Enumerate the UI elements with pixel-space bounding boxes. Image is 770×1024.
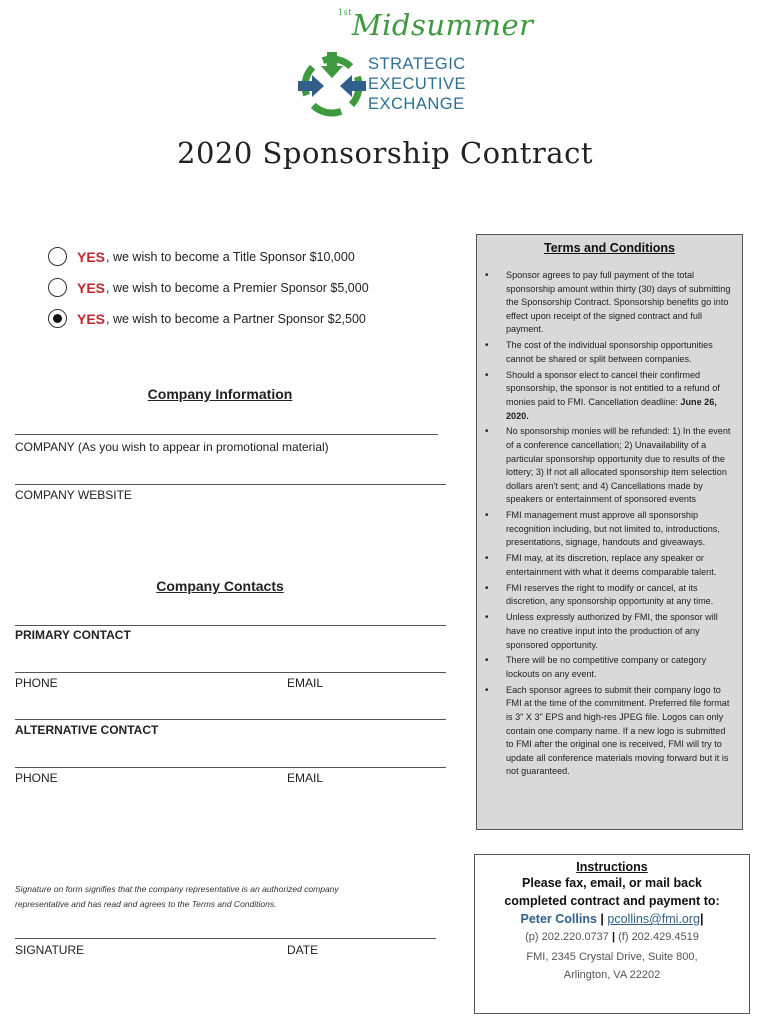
radio-button[interactable]: [48, 278, 67, 297]
address-line-2: Arlington, VA 22202: [563, 969, 661, 981]
logo-script-text: $^{1st}$Midsummer: [338, 8, 534, 42]
terms-box: [476, 234, 743, 830]
sponsor-option-premier[interactable]: YES , we wish to become a Premier Sponsor $5,000: [48, 278, 369, 297]
company-info-heading: Company Information: [147, 386, 293, 402]
option-label: , we wish to become a Premier Sponsor $5,000: [106, 280, 369, 295]
email-label-2: EMAIL: [287, 771, 324, 785]
instructions-heading: Instructions: [576, 860, 648, 874]
sponsor-option-title[interactable]: YES , we wish to become a Title Sponsor $10,000: [48, 247, 355, 266]
terms-item: • FMI management must approve all sponsorship recognition including, but not limited to, introductions, presentations, signage, handouts and giveaways.: [506, 509, 734, 550]
option-label: , we wish to become a Partner Sponsor $2,500: [106, 311, 366, 326]
terms-item: • Each sponsor agrees to submit their company logo to FMI at the time of the commitment. Preferred file format is 3" X 3" EPS and high-res JPEG file. Logos can only contain one company name. If a new logo is submitted to FMI after the original one is received, FMI will try to update all conference materials moving forward but it is not guaranteed.: [506, 684, 734, 779]
terms-item: • Unless expressly authorized by FMI, the sponsor will have no creative input into the production of any sponsored opportunity.: [506, 611, 734, 652]
logo-line-2: EXECUTIVE: [368, 75, 467, 93]
option-label: , we wish to become a Title Sponsor $10,000: [106, 249, 355, 264]
instructions-line-2: completed contract and payment to:: [504, 894, 720, 908]
address-line-1: FMI, 2345 Crystal Drive, Suite 800,: [526, 951, 698, 963]
alternative-contact-label: ALTERNATIVE CONTACT: [15, 723, 159, 737]
email-label: EMAIL: [287, 676, 324, 690]
alternative-phone-email-field[interactable]: [15, 767, 446, 768]
company-website-label: COMPANY WEBSITE: [15, 488, 132, 502]
contact-person: Peter Collins | pcollins@fmi.org|: [520, 912, 704, 926]
primary-phone-email-field[interactable]: [15, 672, 446, 673]
alternative-contact-field[interactable]: [15, 719, 446, 720]
company-website-field[interactable]: [15, 484, 446, 485]
terms-item: • FMI reserves the right to modify or cancel, at its discretion, any sponsorship opportunity at any time.: [506, 582, 734, 609]
terms-item: • There will be no competitive company or category lockouts on any event.: [506, 654, 734, 681]
terms-item: • Sponsor agrees to pay full payment of the total sponsorship amount within thirty (30) days of submitting the Sponsorship Contract. Sponsorship benefits go into effect upon receipt of the signed contract and full payment.: [506, 269, 734, 337]
signature-note: Signature on form signifies that the company representative is an authorized company representative and has read and agrees to the Terms and Conditions.: [15, 884, 339, 909]
logo-line-1: STRATEGIC: [368, 55, 466, 73]
terms-item: • The cost of the individual sponsorship opportunities cannot be shared or split between companies.: [506, 339, 734, 366]
instructions-line-1: Please fax, email, or mail back: [522, 876, 702, 890]
primary-contact-field[interactable]: [15, 625, 446, 626]
contact-email-link[interactable]: pcollins@fmi.org: [607, 912, 700, 926]
terms-heading: Terms and Conditions: [543, 241, 676, 255]
terms-item: • FMI may, at its discretion, replace any speaker or entertainment with what it deems comparable talent.: [506, 552, 734, 579]
logo-wordmark: [368, 54, 466, 114]
radio-button[interactable]: [48, 247, 67, 266]
company-field[interactable]: [15, 434, 438, 435]
sponsor-option-partner[interactable]: YES , we wish to become a Partner Sponsor $2,500: [48, 309, 366, 328]
primary-contact-label: PRIMARY CONTACT: [15, 628, 131, 642]
signature-label: SIGNATURE: [15, 943, 85, 957]
phone-label: PHONE: [15, 676, 58, 690]
terms-item: • No sponsorship monies will be refunded: 1) In the event of a conference cancellation; 2) Unavailability of a particular sponsorship opportunity due to results of the lottery; 3) If not all allocated sponsorship item selection dollars aren't sent; and 4) Cancellations made by speakers or entertainment of sponsored events: [506, 425, 734, 507]
company-label: COMPANY (As you wish to appear in promotional material): [15, 440, 329, 454]
page-title: 2020 Sponsorship Contract: [177, 136, 593, 170]
cancellation-deadline: June 26, 2020.: [506, 396, 717, 421]
date-label: DATE: [287, 943, 319, 957]
contact-phone-fax: (p) 202.220.0737 | (f) 202.429.4519: [525, 931, 699, 943]
terms-item: • Should a sponsor elect to cancel their confirmed sponsorship, the sponsor is not entitled to a refund of monies paid to FMI. Cancellation deadline: June 26, 2020.: [506, 369, 734, 423]
instructions-box: [474, 854, 750, 1014]
terms-list: [477, 269, 742, 781]
company-contacts-heading: Company Contacts: [156, 578, 284, 594]
signature-field[interactable]: [15, 938, 436, 939]
radio-button-selected[interactable]: [48, 309, 67, 328]
logo-line-3: EXCHANGE: [368, 95, 465, 113]
phone-label-2: PHONE: [15, 771, 58, 785]
